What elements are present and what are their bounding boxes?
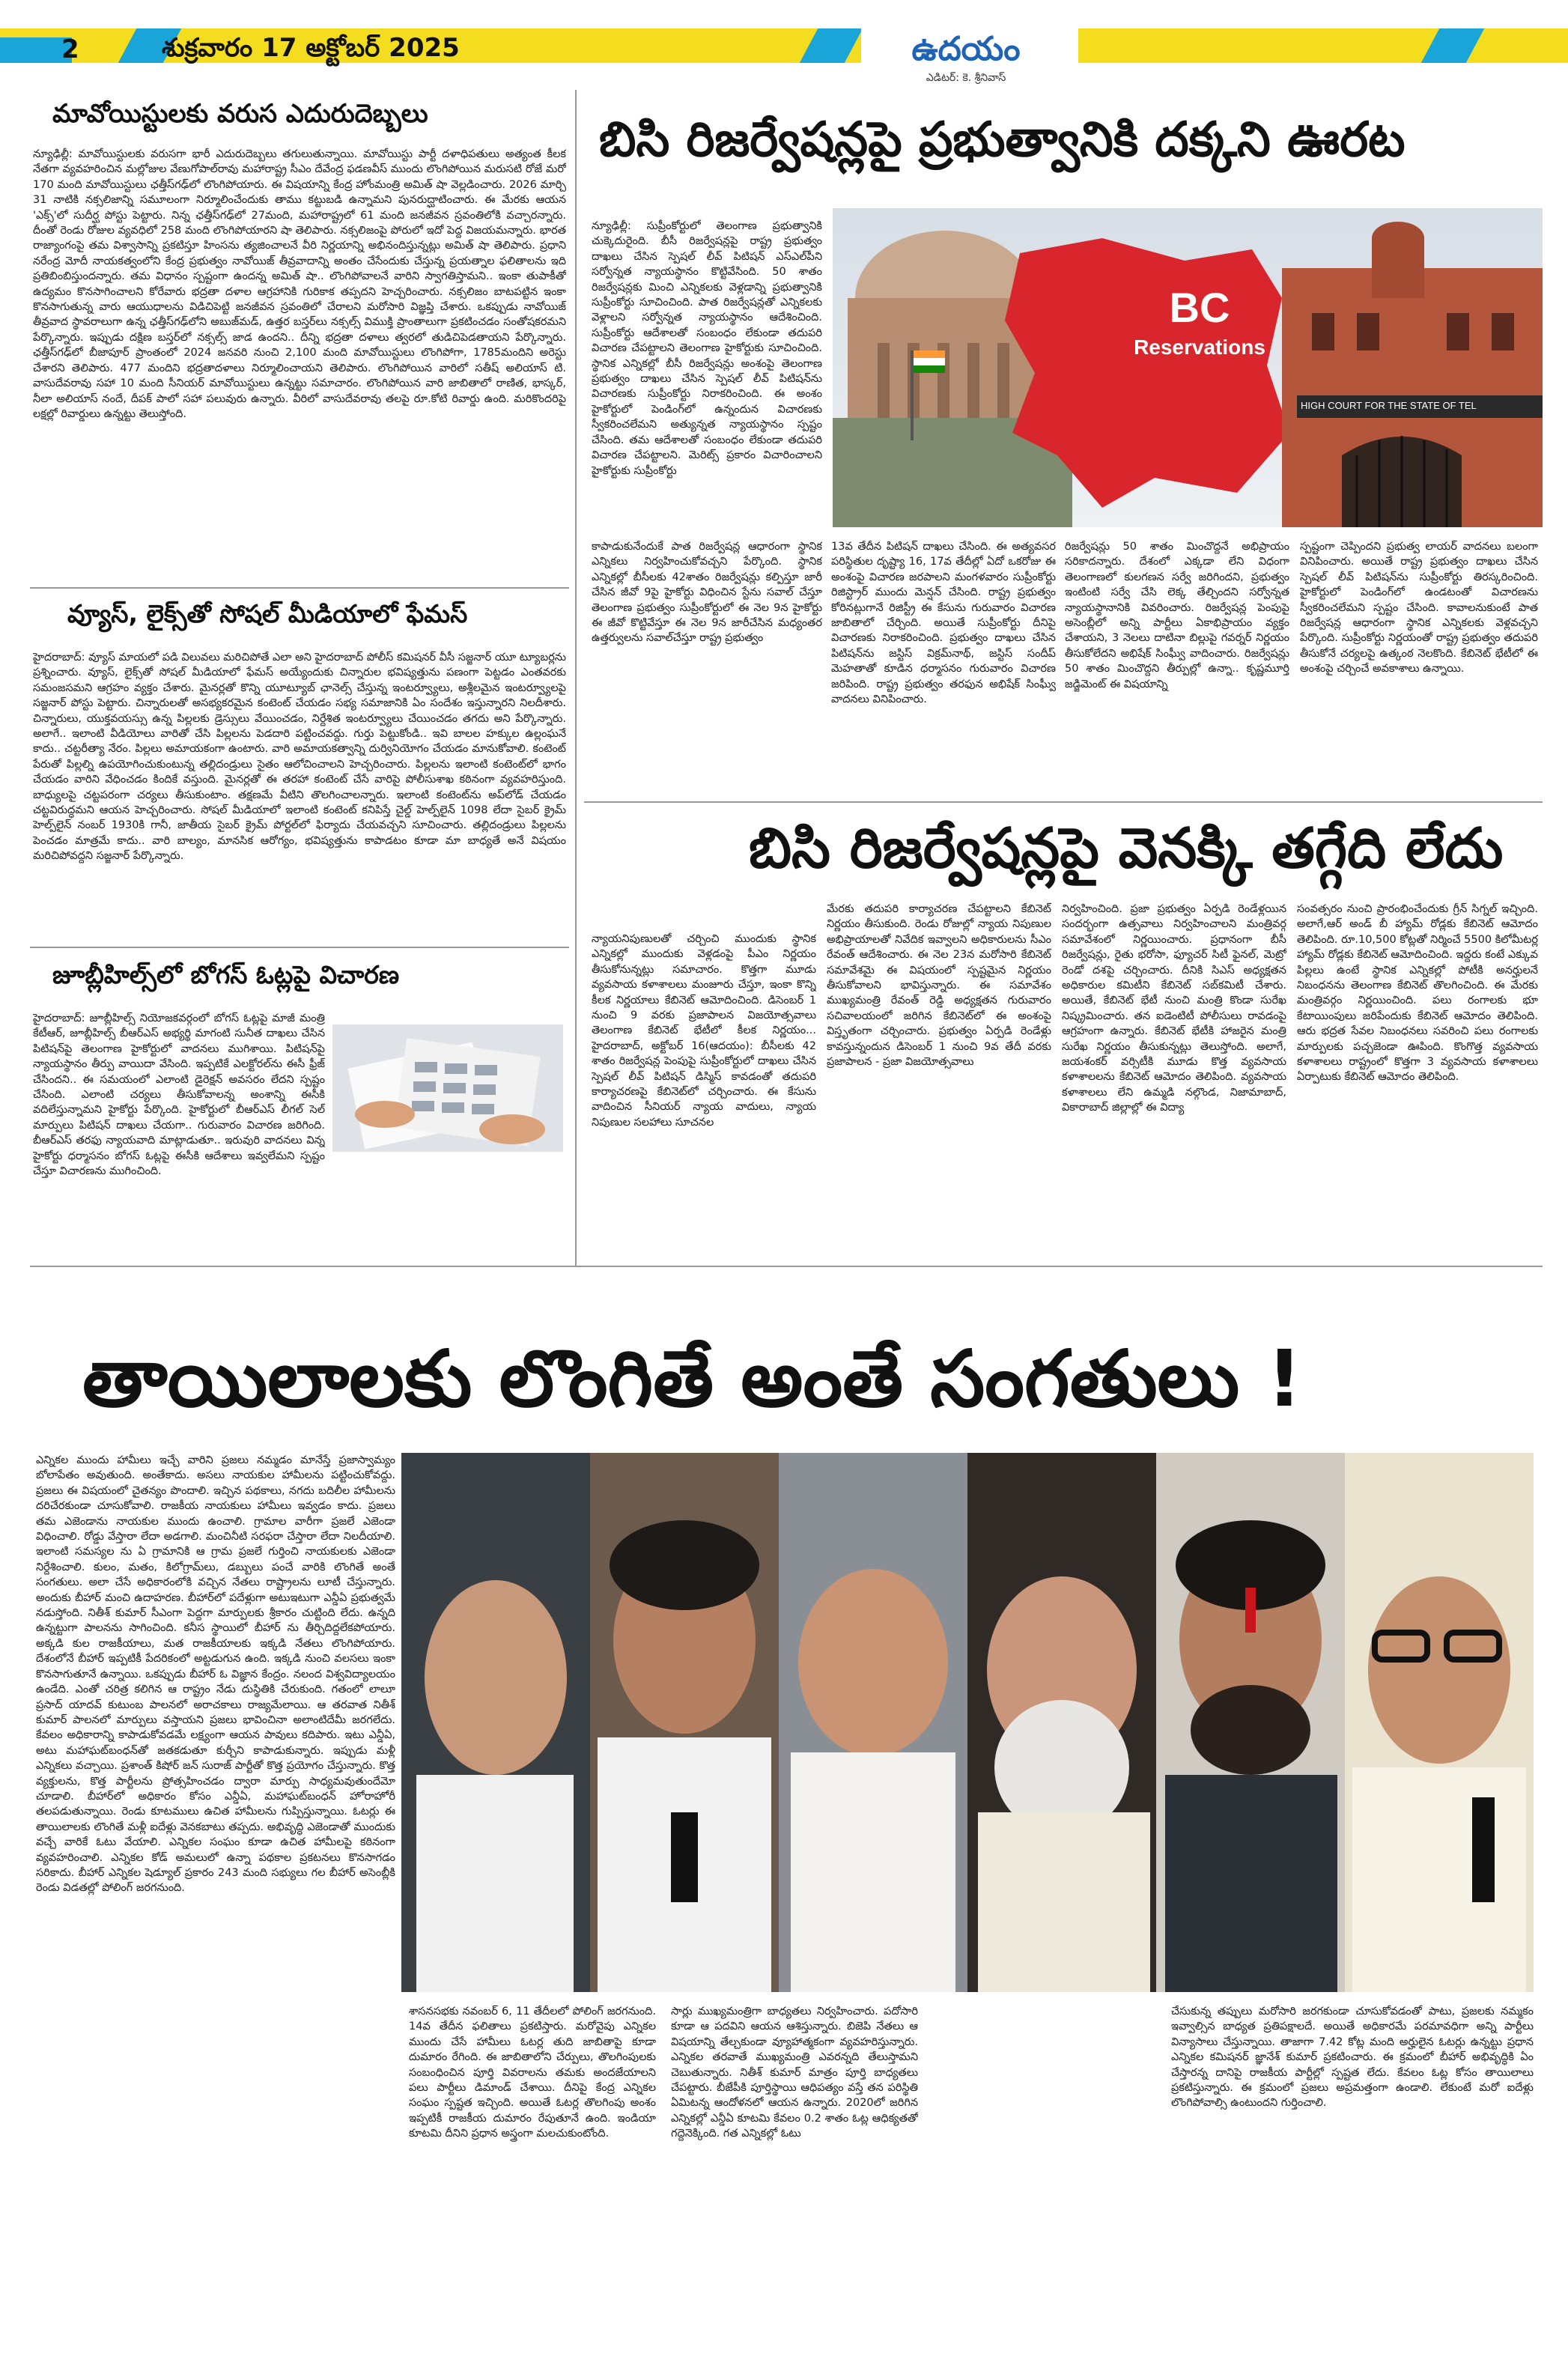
bihar-col-b3: చేసుకున్న తప్పులు మరోసారి జరగకుండా చూసుకోవడంతో పాటు, ప్రజలకు నమ్మకం ఇవ్వాల్సిన బాధ్యత ప్రతిపక్షాలదే. అయితే అధికారమే పరమావధిగా అన్ని పార్టీలు విన్యాసాలు చేస్తున్నాయి. తాజాగా 7.42 కోట్ల మంది అర్హులైన ఓటర్లు ఉన్నట్టు ప్రధాన ఎన్నికల కమిషనర్ జ్ఞానేశ్ కుమార్ ప్రకటించారు. ఈ క్రమంలో బీహార్ అభివృద్ధికి ఏం చేస్తారన్న దానిపై రాజకీయ పార్టీల్లో స్పష్టత లేదు. కేవలం ఓట్ల కోసం తాయిలాలు ప్రకటిస్తున్నారు. ఈ క్రమంలో ప్రజలు అప్రమత్తంగా ఉండాలి. లేకుంటే మరో ఐదేళ్లు లొంగిపోవాల్సి ఉంటుందని గుర్తించాలి. bbox=[1171, 2006, 1534, 2110]
ballot-photo bbox=[332, 1024, 563, 1152]
jubilee-hills-headline: జూబ్లీహిల్స్‌లో బోగస్ ఓట్లపై విచారణ bbox=[52, 960, 400, 989]
social-media-headline: వ్యూస్, లైక్స్‌తో సోషల్ మీడియాలో ఫేమస్ bbox=[67, 599, 468, 628]
masthead-logo: ఉదయం bbox=[911, 30, 1021, 68]
bc-no-retreat-col4: సంవత్సరం నుంచి ప్రారంభించేందుకు గ్రీన్ సిగ్నల్ ఇచ్చింది. అలాగే,ఆర్ అండ్ బీ హ్యామ్ రోడ్లకు కేబినెట్ ఆమోదం తెలిపింది. రూ.10,500 కోట్లతో నిర్మించే 5500 కిలోమీటర్ల హ్యామ్ రోడ్లకు కేబినెట్ ఆమోదించింది. ఇద్దరు కంటే ఎక్కువ పిల్లలు ఉంటే స్థానిక ఎన్నికల్లో పోటీకి అనర్హులనే నిబంధనను తెలంగాణ కేబినెట్ తొలగించింది. ఈ మేరకు మంత్రివర్గం నిర్ణయించింది. పలు రంగాలకు భూ కేటాయింపులు జరిపేందుకు కేబినెట్ ఆమోదం తెలిపింది. ఆరు భద్రత సేవల నిబంధనలు సవరించి పలు రంగాలకు మార్పులకు పచ్చజెండా ఊపింది. కొంగొత్త వ్యవసాయ కళాశాలలు రాష్ట్రంలో కొత్తగా 3 వ్యవసాయ కళాశాలలు ఏర్పాటుకు కేబినెట్ ఆమోదం తెలిపింది. bbox=[1297, 903, 1538, 1084]
bihar-col-left: ఎన్నికల ముందు హామీలు ఇచ్చే వారిని ప్రజలు నమ్మడం మానేస్తే ప్రజాస్వామ్యం బోలాపేతం అవుతుంది. అంతేకాదు. అసలు నాయకుల హామీలను పట్టించుకోవద్దు. ప్రజలు ఈ విషయంలో చైతన్యం పొందాలి. ఇచ్చిన పథకాలు, నగదు బదిలీల హామీలను దరిచేరకుండా చూసుకోవాలి. రాజకీయ నాయకులు హామీలు ఇవ్వడం కాదు. ప్రజలు తమ ఎజెండాను నాయకుల ముందు ఉంచాలి. గ్రామాల వారీగా ప్రజలే ఎజెండా విధించాలి. రోడ్డు వేస్తారా లేదా అడగాలి. మంచినీటి సరఫరా చేస్తారా లేదా నిలదీయాలి. ఇలాంటి సమస్యల ను ఏ గ్రామానికి ఆ గ్రామ ప్రజలే గుర్తించి నాయకులకు ఎజెండా నిర్దేశించాలి. కులం, మతం, కిలోగ్రామ్‌లు, డబ్బులు పంచే వారికి లొంగితే అంతే సంగతులు. అలా చేసే అధికారంలోకి వచ్చిన నేతలు రాష్ట్రాలను లూటీ చేస్తున్నారు. అందుకు బీహార్ మంచి ఉదాహరణ. బీహార్‌లో పదేళ్లుగా అటుఇటుగా ఎన్డీఏ ప్రభుత్వమే నడుస్తోంది. నితీశ్ కుమార్ సీఎంగా పెద్దగా మార్పులకు శ్రీకారం చుట్టింది లేదు. ఉన్నది ఉన్నట్టుగా పాలనను సాగించింది. కనీస స్థాయిలో బీహార్ ను తీర్చిదిద్దలేకపోయారు. అక్కడి కుల రాజకీయాలు, మత రాజకీయాలకు ఇక్కడి నేతలు లొంగిపోయారు. దేశంలోనే బీహార్ ఇప్పటికీ పేదరికంలో అట్టడుగున ఉంది. ఇక్కడి నుంచి వలసలు ఇంకా కొనసాగుతూనే ఉన్నాయి. ఒకప్పుడు బీహార్ ఓ విజ్ఞాన కేంద్రం. నలంద విశ్వవిద్యాలయం ఉండేది. ఎంతో చరిత్ర కలిగిన ఆ రాష్ట్రం నేడు దుస్థితికి చేరుకుంది. గతంలో లాలూ ప్రసాద్ యాదవ్ కుటుంబ పాలనలో అరాచకాలు రాజ్యమేలాయి. ఆ తరవాత నితీశ్ కుమార్ పాలనలో మార్పులు వస్తాయని ప్రజలు భావించినా అలాంటిదేమీ జరగలేదు. కేవలం అధికారాన్ని కాపాడుకోవడమే లక్ష్యంగా ఆయన పావులు కదిపారు. ఇటు ఎన్డీఏ, అటు మహాఘట్‌బంధన్‌తో జతకడుతూ కుర్చీని కాపాడుకున్నారు. ఇప్పుడు మళ్లీ ఎన్నికలు వచ్చాయి. ప్రశాంత్ కిషోర్ జన్ సురాజ్ పార్టీతో కొత్త ప్రయోగం చేస్తున్నారు. కొత్త వ్యక్తులను, కొత్త పార్టీలను ప్రోత్సహించడం ద్వారా మార్పు సాధ్యమవుతుందేమో చూడాలి. బీహార్‌లో అధికారం కోసం ఎన్డీఏ, మహాఘట్‌బంధన్ హోరాహోరీ తలపడుతున్నాయి. రెండు కూటములు ఉచిత హామీలను గుప్పిస్తున్నాయి. ఓటర్లు ఈ తాయిలాలకు లొంగితే మళ్లీ ఐదేళ్లు వెనకబాటు తప్పదు. అభివృద్ధి ఎజెండాతో ముందుకు వచ్చే వారికే ఓటు వేయాలి. ఎన్నికల సంఘం కూడా ఉచిత హామీలపై కఠినంగా వ్యవహరించాలి. ఎన్నికల కోడ్ అమలులో ఉన్నా పథకాల ప్రకటనలు కొనసాగడం సరికాదు. బీహార్ ఎన్నికల షెడ్యూల్ ప్రకారం 243 మంది సభ్యులు గల బీహార్ అసెంబ్లీకి రెండు విడతల్లో పోలింగ్ జరగనుంది. bbox=[36, 1454, 395, 1895]
header-band-right bbox=[1078, 28, 1568, 63]
issue-date: శుక్రవారం 17 అక్టోబర్ 2025 bbox=[162, 33, 460, 63]
high-court-sign: HIGH COURT FOR THE STATE OF TEL bbox=[1301, 400, 1477, 411]
bihar-col-b2: సార్లు ముఖ్యమంత్రిగా బాధ్యతలు నిర్వహించారు. పదోసారి కూడా ఆ పదవిని ఆయన ఆశిస్తున్నారు. బిజెపి నేతలు ఆ విషయాన్ని తేల్చకుండా వ్యూహాత్మకంగా వ్యవహరిస్తున్నారు. ఎన్నికల తరవాతే ముఖ్యమంత్రి ఎవరన్నది తేలుస్తామని చెబుతున్నారు. నితీశ్ కుమార్ మాత్రం పూర్తి బాధ్యతలు చేపట్టారు. బీజేపీకి పూర్తిస్థాయి ఆధిపత్యం వస్తే తన పరిస్థితి ఏమిటన్న ఆందోళనలో ఆయన ఉన్నారు. 2020లో జరిగిన ఎన్నికల్లో ఎన్డీఏ కూటమి కేవలం 0.2 శాతం ఓట్ల ఆధిక్యతతో గద్దెనెక్కింది. గత ఎన్నికల్లో ఓటు bbox=[671, 2006, 918, 2140]
section-divider bbox=[30, 947, 569, 948]
maoists-headline: మావోయిస్టులకు వరుస ఎదురుదెబ్బలు bbox=[52, 99, 428, 129]
bc-no-retreat-col3: నిర్వహించింది. ప్రజా ప్రభుత్వం ఏర్పడి రెండేళ్లయిన సందర్భంగా ఉత్సవాలు నిర్వహించాలని మంత్రివర్గ సమావేశంలో నిర్ణయించారు. ప్రధానంగా బీసీ రిజర్వేషన్లు, రైతు భరోసా, ఫ్యూచర్ సిటీ ఫైనల్, మెట్రో రెండో దశపై చర్చించారు. దీనికి సిఎస్ అధ్యక్షతన అధికారుల కమిటీని కేబినెట్ సబ్‌కమిటీ చేశారు. అయితే, కేబినెట్ భేటీ నుంచి మంత్రి కొండా సురేఖ నిష్క్రమించారు. తన ఐడెంటిటీ పోలీసులు రావడంపై ఆగ్రహంగా ఉన్నారు. కేబినెట్ భేటీకి హాజరైన మంత్రి సురేఖ నిర్ణయం తీసుకున్నట్లు తెలుస్తోంది. అలాగే, జయశంకర్ వర్సిటీకి మూడు కొత్త వ్యవసాయ కళాశాలలను కేబినెట్ ఆమోదం తెలిపింది. వ్యవసాయ కళాశాలలు లేని ఉమ్మడి నల్గొండ, నిజామాబాద్, వికారాబాద్ జిల్లాల్లో ఈ విద్యా bbox=[1062, 903, 1286, 1114]
social-media-body: హైదరాబాద్: వ్యూస్ మాయలో పడి విలువలు మరిచిపోతే ఎలా అని హైదరాబాద్ పోలీస్ కమిషనర్ వీసీ సజ్జనార్ యూ ట్యూబర్లను ప్రశ్నించారు. వ్యూస్, లైక్స్‌తో సోషల్ మీడియాలో ఫేమస్ అయ్యేందుకు చిన్నారుల భవిష్యత్తును పణంగా పెట్టడం ఎంతవరకు సమంజసమని ఆగ్రహం వ్యక్తం చేశారు. మైనర్లతో కొన్ని యూట్యూబ్ ఛానెల్స్ చేస్తున్న ఇంటర్వ్యూలు, అశ్లీలమైన ఇంటర్వ్యూలపై సజ్జనార్ పోస్టు పెట్టారు. చిన్నారులతో అసభ్యకరమైన కంటెంట్ చేయడం సభ్య సమాజానికి ఏం సందేశం ఇస్తున్నారని నిలదీశారు. చిన్నారులు, యుక్తవయస్సు ఉన్న పిల్లలకు డ్రెస్సులు వేయించడం, నిర్దేశిత ఇంటర్వ్యూలు చేయించడం తగదు అని పేర్కొన్నారు. అలాగే.. ఇలాంటి వీడియోలు వారితో చేసి పిల్లలను పెడదారి పట్టించవద్దు. గుర్తు పెట్టుకోండి.. ఇవి బాలల హక్కుల ఉల్లంఘనే కాదు.. చట్టరీత్యా నేరం. పిల్లలు అమాయకంగా ఉంటారు. వారి అమాయకత్వాన్ని దుర్వినియోగం చేయడం మానుకోవాలి. కంటెంట్ పేరుతో పిల్లల్ని ఉపయోగించుకుంటున్న తల్లిదండ్రులు సైతం ఆలోచించాలని హెచ్చరించారు. పిల్లలను ఇలాంటి కంటెంట్‌లో భాగం చేయడం వారిని వేధించడం కిందికే వస్తుంది. మైనర్లతో ఈ తరహా కంటెంట్ చేసే వారిపై పోలీసుశాఖ కఠినంగా వ్యవహరిస్తుంది. బాధ్యులపై చట్టపరంగా చర్యలు తీసుకుంటాం. తక్షణమే వీటిని తొలగించాలన్నారు. ఇలాంటి కంటెంట్‌ను అప్‌లోడ్ చేయడం చట్టవిరుద్ధమని ఆయన హెచ్చరించారు. సోషల్ మీడియాలో ఇలాంటి కంటెంట్ కనిపిస్తే చైల్డ్ హెల్ప్‌లైన్ 1098 లేదా సైబర్ క్రైమ్ హెల్ప్‌లైన్ నంబర్ 1930కి గానీ, జాతీయ సైబర్ క్రైమ్ పోర్టల్‌లో ఫిర్యాదు చేయవచ్చని సూచించారు. తల్లిదండ్రులు పిల్లలను పెంచడం మాత్రమే కాదు.. వారి బాల్యం, మానసిక ఆరోగ్యం, భవిష్యత్తును కాపాడటం కూడా మా బాధ్యతే అనే విషయం మరిచిపోవద్దని సజ్జనార్ పేర్కొన్నారు. bbox=[33, 652, 566, 863]
reservations-label: Reservations bbox=[1134, 336, 1265, 359]
bc-reservations-photo bbox=[833, 208, 1543, 527]
jubilee-hills-body: హైదరాబాద్: జూబ్లీహిల్స్ నియోజకవర్గంలో బోగస్ ఓట్లపై మాజీ మంత్రి కేటీఆర్, జూబ్లీహిల్స్ బీఆర్ఎస్ అభ్యర్థి మాగంటి సునీత దాఖలు చేసిన పిటిషన్‌పై తెలంగాణ హైకోర్టులో వాదనలు ముగిశాయి. పిటిషన్‌పై న్యాయస్థానం తీర్పు వాయిదా వేసింది. ఇప్పటికే ఎలక్టోరల్‌ను ఈసీ ఫ్రీజ్ చేసిందని.. ఈ సమయంలో ఎలాంటి డైరెక్షన్ అవసరం లేదని స్పష్టం చేసింది. ఎలాంటి చర్యలు తీసుకోవాలన్న అంశాన్ని ఈసీకి వదిలేస్తున్నామని హైకోర్టు పేర్కొంది. హైకోర్టులో బీఆర్ఎస్ లీగల్ సెల్ మార్పులు పిటిషన్ దాఖలు చేయగా.. గురువారం విచారణ జరిగింది. బీఆర్ఎస్ తరఫు న్యాయవాది మాట్లాడుతూ.. ఇరువురి వాదనలు విన్న హైకోర్టు ధర్మాసనం బోగస్ ఓట్లపై ఈసీకి ఆదేశాలు ఇవ్వలేమని స్పష్టం చేస్తూ విచారణను ముగించింది. bbox=[33, 1013, 325, 1178]
bc-setback-col2: 13వ తేదీన పిటిషన్ దాఖలు చేసింది. ఈ అత్యవసర పరిస్థితుల దృష్ట్యా 16, 17వ తేదీల్లో ఏదో ఒకరోజు ఈ అంశంపై విచారణ జరపాలని మంగళవారం సుప్రీంకోర్టు రిజిస్ట్రార్ ముందు మెన్షన్ చేసింది. రాష్ట్ర ప్రభుత్వం కోరినట్లుగానే రిజిస్ట్రీ ఈ కేసును గురువారం విచారణ జాబితాలో చేర్చింది. అయితే సుప్రీంకోర్టు దీనిపై విచారణకు నిరాకరించింది. ప్రభుత్వం దాఖలు చేసిన పిటిషన్‌ను జస్టిస్ విక్రమ్‌నాథ్, జస్టిస్ సందీప్ మెహతాతో కూడిన ధర్మాసనం గురువారం విచారణ జరిపింది. రాష్ట్ర ప్రభుత్వం తరఫున అభిషేక్ సింఘ్వీ వాదనలు వినిపించారు. bbox=[831, 541, 1056, 706]
bc-label: BC bbox=[1169, 284, 1230, 331]
bc-setback-col1: న్యూఢిల్లీ: సుప్రీంకోర్టులో తెలంగాణ ప్రభుత్వానికి చుక్కెదురైంది. బీసీ రిజర్వేషన్లపై రాష్ట్ర ప్రభుత్వం దాఖలు చేసిన స్పెషల్ లీవ్ పిటిషన్ ఎస్ఎల్‌పీని సర్వోన్నత న్యాయస్థానం కొట్టివేసింది. 50 శాతం రిజర్వేషన్లకు మించి ఎన్నికలకు వెళ్లడాన్ని ప్రభుత్వానికి సుప్రీంకోర్టు సూచించింది. పాత రిజర్వేషన్లతో ఎన్నికలకు వెళ్లాలని సర్వోన్నత న్యాయస్థానం ఆదేశించింది. సుప్రీంకోర్టు ఆదేశాలతో సంబంధం లేకుండా తదుపరి విచారణ చేపట్టాలని తెలంగాణ హైకోర్టుకు సూచించింది. స్థానిక ఎన్నికల్లో బీసీ రిజర్వేషన్లు అంశంపై తెలంగాణ ప్రభుత్వం దాఖలు చేసిన స్పెషల్ లీవ్ పిటిషన్‌ను విచారణకు సుప్రీంకోర్టు నిరాకరించింది. ఈ అంశం హైకోర్టులో పెండింగ్‌లో ఉన్నందున విచారణకు స్వీకరించలేమని అత్యున్నత న్యాయస్థానం స్పష్టం చేసింది. తమ ఆదేశాలతో సంబంధం లేకుండా తదుపరి విచారణ చేపట్టాలని. మెరిట్స్ ప్రకారం విచారించాలని హైకోర్టుకు సుప్రీంకోర్టు bbox=[592, 220, 822, 477]
bc-no-retreat-col1: న్యాయనిపుణులతో చర్చించి ముందుకు స్థానిక ఎన్నికల్లో ముందుకు వెళ్లడంపై పీఎం నిర్ణయం తీసుకోనున్నట్లు సమాచారం. కొత్తగా మూడు వ్యవసాయ కళాశాలలు మంజూరు చేస్తూ, ఇంకా కొన్ని కీలక నిర్ణయాలు కేబినెట్ ఆమోదించింది. డిసెంబర్ 1 నుంచి 9 వరకు ప్రజాపాలన విజయోత్సవాలు తెలంగాణ కేబినెట్ భేటీలో కీలక నిర్ణయం... హైదరాబాద్, అక్టోబర్ 16(ఆదయం): బీసీలకు 42 శాతం రిజర్వేషన్ల పెంపుపై సుప్రీంకోర్టులో దాఖలు చేసిన స్పెషల్ లీవ్ పిటిషన్ డిస్మిస్ కావడంతో తదుపరి కార్యాచరణపై కేబినెట్‌లో చర్చించారు. ఈ కేసును వాదించిన సీనియర్ న్యాయ వాదులు, న్యాయ నిపుణుల సలహాలు సూచనల bbox=[592, 933, 816, 1129]
politicians-illustration bbox=[401, 1453, 1534, 1992]
page-number: 2 bbox=[61, 34, 79, 64]
section-divider bbox=[30, 587, 569, 589]
bc-setback-col3: రిజర్వేషన్లు 50 శాతం మించొద్దనే అభిప్రాయం సరికాదన్నారు. దేశంలో ఎక్కడా లేని విధంగా తెలంగాణలో కులగణన సర్వే జరిగిందని, ప్రభుత్వం ఇంటింటి సర్వే చేసి లెక్క తేల్చిందని సర్వోన్నత న్యాయస్థానానికి వివరించారు. రిజర్వేషన్ల పెంపుపై అసెంబ్లీలో అన్ని పార్టీలు ఏకాభిప్రాయం వ్యక్తం చేశాయని, 3 నెలలు దాటినా బిల్లుపై గవర్నర్ నిర్ణయం తీసుకోలేదని అభిషేక్ సింఘ్వీ వాదించారు. రిజర్వేషన్లు 50 శాతం మించొద్దని తీర్పుల్లో ఉన్నా.. కృష్ణమూర్తి జడ్జిమెంట్ ఈ విషయాన్ని bbox=[1065, 541, 1289, 690]
bc-setback-col1b: కాపాడుకునేందుకే పాత రిజర్వేషన్ల ఆధారంగా స్థానిక ఎన్నికలు నిర్వహించుకోవచ్చని పేర్కొంది. స్థానిక ఎన్నికల్లో బీసీలకు 42శాతం రిజర్వేషన్లు కల్పిస్తూ జారీ చేసిన జీవో 9పై హైకోర్టు విధించిన స్టేను సవాల్ చేస్తూ తెలంగాణ ప్రభుత్వం సుప్రీంకోర్టులో ఈ నెల 9న హైకోర్టు ఈ జీవో కొట్టివేస్తూ ఈ నెల 9న జారీచేసిన మధ్యంతర ఉత్తర్వులను సవాల్‌చేస్తూ రాష్ట్ర ప్రభుత్వం bbox=[592, 541, 822, 645]
politicians-photo-strip bbox=[401, 1453, 1534, 1992]
bihar-col-b1: శాసనసభకు నవంబర్ 6, 11 తేదీలలో పోలింగ్ జరగనుంది. 14వ తేదీన ఫలితాలు ప్రకటిస్తారు. మరోవైపు ఎన్నికల ముందు చేసే హామీలు ఓటర్ల తుది జాబితాపై కూడా దుమారం రేగింది. ఈ జాబితాలోని చేర్పులు, తొలగింపులకు సంబంధించిన పూర్తి వివరాలను తమకు అందజేయాలని పలు పార్టీలు డిమాండ్ చేశాయి. దీనిపై కేంద్ర ఎన్నికల సంఘం స్పష్టత ఇచ్చింది. అయితే ఓటర్ల తొలగింపు అంశం ఇప్పటికీ రాజకీయ దుమారం రేపుతూనే ఉంది. ఇండియా కూటమి దీనిని ప్రధాన అస్త్రంగా మలచుకుంటోంది. bbox=[409, 2006, 656, 2140]
bc-no-retreat-headline: బిసి రిజర్వేషన్లపై వెనక్కి తగ్గేది లేదు bbox=[749, 816, 1504, 881]
ballot-illustration bbox=[332, 1024, 563, 1152]
bc-reservations-illustration bbox=[833, 208, 1543, 527]
column-divider bbox=[575, 90, 577, 1266]
bc-setback-headline: బిసి రిజర్వేషన్లపై ప్రభుత్వానికి దక్కని ఊరట bbox=[599, 112, 1406, 168]
masthead-tagline: ఎడిటర్: కె. శ్రీనివాస్ bbox=[926, 72, 1006, 84]
bc-no-retreat-col2: మేరకు తదుపరి కార్యాచరణ చేపట్టాలని కేబినెట్ నిర్ణయం తీసుకుంది. రెండు రోజుల్లో న్యాయ నిపుణుల అభిప్రాయాలతో నివేదిక ఇవ్వాలని అధికారులను సీఎం రేవంత్ ఆదేశించారు. ఈ నెల 23న మరోసారి కేబినెట్ సమావేశమై ఈ విషయంలో స్పష్టమైన నిర్ణయం తీసుకోవాలని భావిస్తున్నారు. ఈ సమావేశం ముఖ్యమంత్రి రేవంత్ రెడ్డి అధ్యక్షతన గురువారం సచివాలయంలో జరిగిన కేబినెట్‌లో ఈ అంశంపై విస్తృతంగా చర్చించారు. ప్రభుత్వం ఏర్పడి రెండేళ్లు కావస్తున్నందున డిసెంబర్ 1 నుంచి 9వ తేదీ వరకు ప్రజాపాలన - ప్రజా విజయోత్సవాలు bbox=[827, 903, 1051, 1069]
maoists-body: న్యూఢిల్లీ: మావోయిస్టులకు వరుసగా భారీ ఎదురుదెబ్బలు తగులుతున్నాయి. మావోయిస్టు పార్టీ దళాధిపతులు అత్యంత కీలక నేతగా వ్యవహరించిన మల్లోజుల వేణుగోపాల్‌రావు మహారాష్ట్ర సీఎం దేవేంద్ర ఫడణవీస్ ముందు లొంగిపోయిన మరుసటి రోజే మరో 170 మంది మావోయిస్టులు ఛత్తీస్‌గఢ్‌లో లొంగిపోయారు. ఈ విషయాన్ని కేంద్ర హోంమంత్రి అమిత్ షా వెల్లడించారు. 2026 మార్చి 31 నాటికి నక్సలిజాన్ని సమూలంగా నిర్మూలించేందుకు తాము కట్టుబడి ఉన్నామని పునరుద్ఘాటించారు. ఈ మేరకు ఆయన 'ఎక్స్'లో సుదీర్ఘ పోస్టు పెట్టారు. నిన్న ఛత్తీస్‌గఢ్‌లో 27మంది, మహారాష్ట్రలో 61 మంది జనజీవన స్రవంతిలోకి వచ్చారన్నారు. దీంతో రెండు రోజుల వ్యవధిలో 258 మంది లొంగిపోయారని షా తెలిపారు. నక్సలిజంపై పోరులో ఇదో పెద్ద విజయమన్నారు. భారత రాజ్యాంగంపై తమ విశ్వాసాన్ని ప్రకటిస్తూ హింసను త్యజించాలనే వీరి నిర్ణయాన్ని అభినందిస్తున్నట్లు అమిత్ షా తెలిపారు. ప్రధాని నరేంద్ర మోదీ నాయకత్వంలోని కేంద్ర ప్రభుత్వం నావోయిజ్‌ తీవ్రవాదాన్ని అంతం చేసేందుకు చేస్తున్న ప్రయత్నాల ఫలితాలను ఇది ప్రతిబింబిస్తుందన్నారు. తమ విధానం స్పష్టంగా ఉందన్న అమిత్ షా.. లొంగిపోవాలనే వారిని స్వాగతిస్తామని.. ఇంకా తుపాకీతో ఉద్యమం కొనసాగించాలని కోరేవారు భద్రతా దళాల ఆగ్రహానికి గురికాక తప్పదని హెచ్చరించారు. నక్సలిజం బాటపట్టిన ఇంకా కొనసాగుతున్న వారు ఆయుధాలను విడిచిపెట్టి జనజీవన స్రవంతిలో చేరాలని మరోసారి విజ్ఞప్తి చేశారు. ఒకప్పుడు నావోయిజ్ తీవ్రవాద స్థావరాలుగా ఉన్న ఛత్తీస్‌గఢ్‌లోని అబుజ్‌మడ్, ఉత్తర బస్తర్‌లు నక్సల్స్ విముక్తి ప్రాంతాలుగా ప్రకటించడం సంతోషకరమని పేర్కొన్నారు. ఇప్పుడు దక్షిణ బస్తర్‌లో నక్సల్స్ జాడ ఉందని.. దీన్ని భద్రతా దళాలు త్వరలో తుడిచిపెడతాయని పేర్కొన్నారు. ఛత్తీస్‌గఢ్‌లో బీజాపూర్ ప్రాంతంలో 2024 జనవరి నుంచి 2,100 మంది మావోయిస్టులు లొంగిపోగా, 1785మందిని అరెస్టు చేశారని తెలిపారు. 477 మందిని భద్రతాదళాలు నిర్మూలించాయని తెలిపారు. లొంగిపోయిన వారిలో సతీష్ అలియాస్ టి. వాసుదేవరావు సహా 10 మంది సీనియర్ మావోయిస్టులు ఉన్నట్టు సమాచారం. లొంగిపోయిన వారి జాబితాలో రాణిత, భాస్కర్, నీలా అలియాస్ నందే, దీపక్ పాలో సహా పలువురు ఉన్నారు. వీరిలో వాసుదేవరావు తలపై రూ.కోటి రివార్డు ఉంది. మరికొందరిపై లక్షల్లో రివార్డులు ఉన్నట్టు తెలుస్తోంది. bbox=[33, 148, 566, 420]
bihar-headline: తాయిలాలకు లొంగితే అంతే సంగతులు ! bbox=[82, 1333, 1302, 1424]
section-divider bbox=[30, 1266, 1543, 1267]
section-divider bbox=[584, 801, 1543, 803]
bc-setback-col4: స్పష్టంగా చెప్పిందని ప్రభుత్వ లాయర్ వాదనలు బలంగా వినిపించారు. అయితే రాష్ట్ర ప్రభుత్వం దాఖలు చేసిన స్పెషల్ లీవ్ పిటిషన్‌ను సుప్రీంకోర్టు తిరస్కరించింది. హైకోర్టులో పెండింగ్‌లో ఉండటంతో విచారణను స్వీకరించలేమని స్పష్టం చేసింది. కావాలనుకుంటే పాత రిజర్వేషన్ల ఆధారంగా స్థానిక ఎన్నికలకు వెళ్లవచ్చని పేర్కొంది. సుప్రీంకోర్టు నిర్ణయంతో రాష్ట్ర ప్రభుత్వం తదుపరి తీసుకోనే చర్యలపై ఉత్కంఠ నెలకొంది. కేబినెట్ భేటీలో ఈ అంశంపై చర్చించే అవకాశాలు ఉన్నాయి. bbox=[1300, 541, 1538, 676]
bihar-col-b2b bbox=[933, 2004, 1158, 2356]
